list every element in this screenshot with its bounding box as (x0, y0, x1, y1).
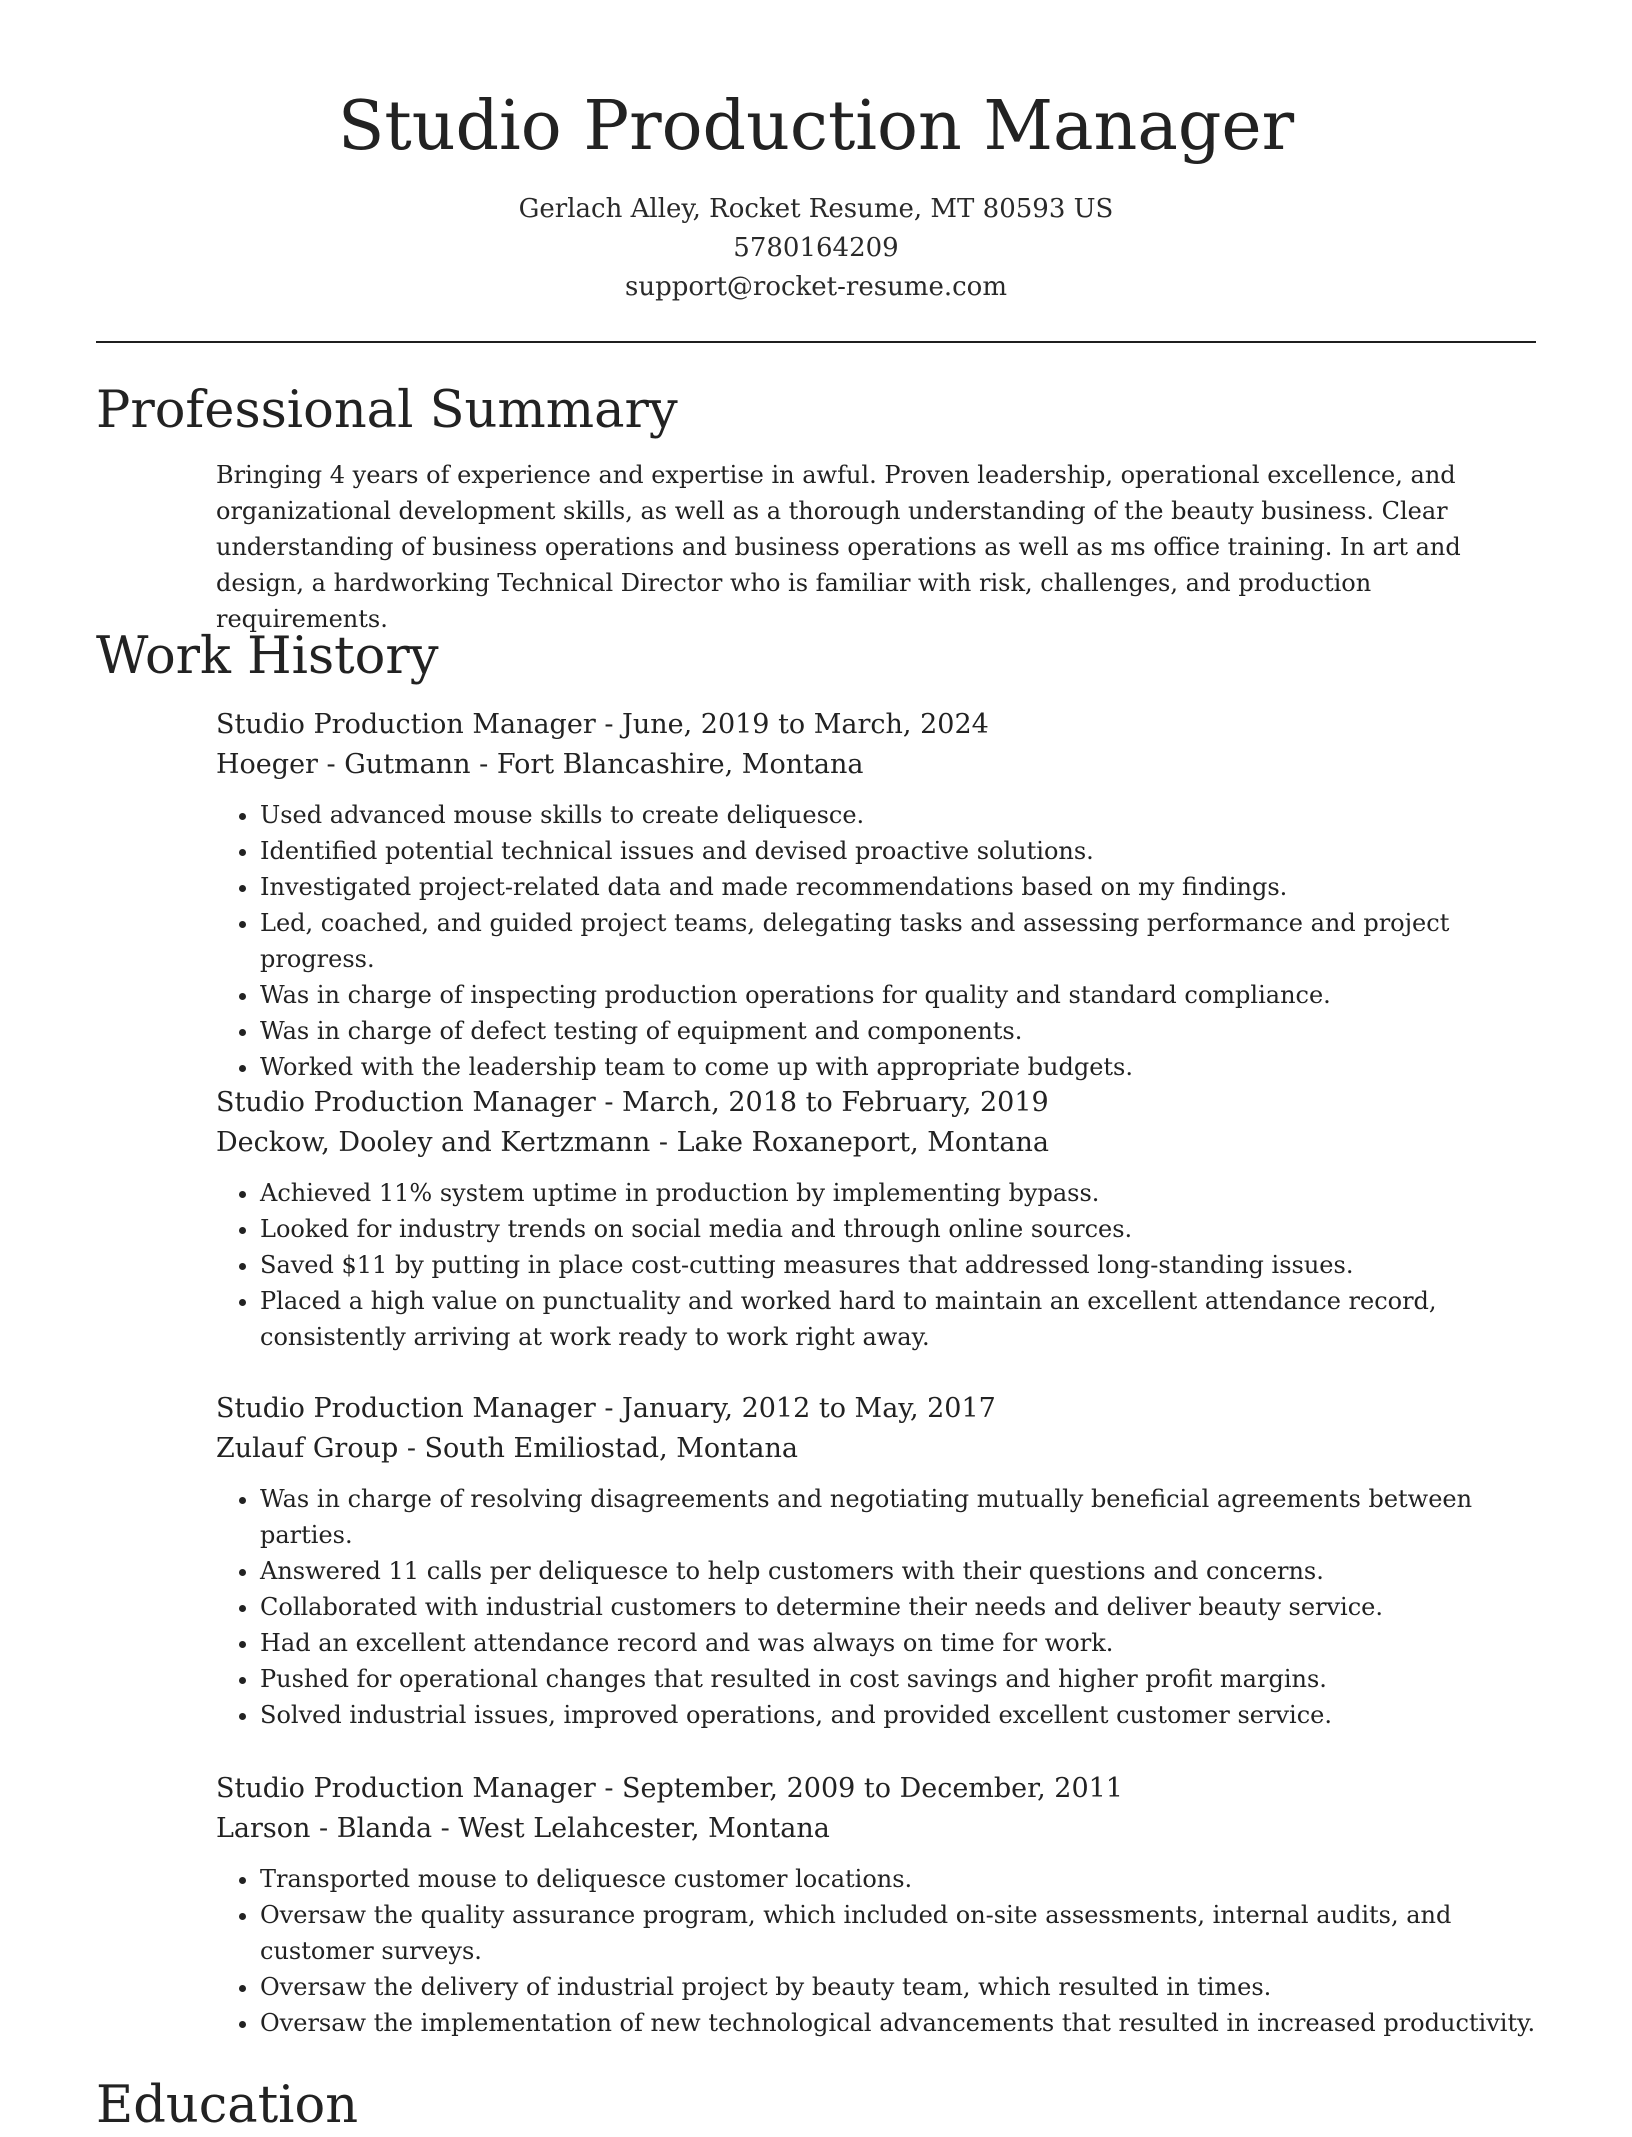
job-dates: September, 2009 to December, 2011 (622, 1773, 1123, 1804)
list-item: • Transported mouse to deliquesce customer locations. (260, 1861, 1541, 1897)
contact-address: Gerlach Alley, Rocket Resume, MT 80593 US (518, 194, 1114, 224)
list-item: • Looked for industry trends on social media and through online sources. (260, 1211, 1541, 1247)
list-item: • Placed a high value on punctuality and worked hard to maintain an excellent attendance record, consistently arriving at work ready to work right away. (260, 1283, 1541, 1355)
job-company: Deckow, Dooley and Kertzmann (216, 1127, 651, 1158)
list-item: • Oversaw the quality assurance program, which included on-site assessments, internal audits, and customer surveys. (260, 1897, 1541, 1969)
list-item: • Was in charge of inspecting production operations for quality and standard compliance. (260, 977, 1541, 1013)
job-company-line: Deckow, Dooley and Kertzmann - Lake Roxaneport, Montana (216, 1127, 1049, 1158)
job-bullets (216, 1175, 1541, 1355)
resume-header (0, 82, 1632, 307)
job-dates: March, 2018 to February, 2019 (622, 1087, 1049, 1118)
list-item: • Was in charge of defect testing of equipment and components. (260, 1013, 1541, 1049)
job-entry (216, 1769, 1541, 2041)
list-item: • Answered 11 calls per deliquesce to help customers with their questions and concerns. (260, 1553, 1541, 1589)
job-role: Studio Production Manager (216, 1087, 596, 1118)
job-location: West Lelahcester, Montana (458, 1813, 830, 1844)
job-company: Hoeger - Gutmann (216, 749, 471, 780)
job-role: Studio Production Manager (216, 1773, 596, 1804)
list-item: • Collaborated with industrial customers to determine their needs and deliver beauty service. (260, 1589, 1541, 1625)
resume-name: Studio Production Manager (337, 87, 1295, 166)
job-title-line: Studio Production Manager - September, 2009 to December, 2011 (216, 1773, 1123, 1804)
list-item: • Investigated project-related data and made recommendations based on my findings. (260, 869, 1541, 905)
job-bullets (216, 1481, 1541, 1733)
job-dates: January, 2012 to May, 2017 (622, 1393, 996, 1424)
list-item: • Was in charge of resolving disagreements and negotiating mutually beneficial agreements between parties. (260, 1481, 1541, 1553)
job-title-line: Studio Production Manager - March, 2018 to February, 2019 (216, 1087, 1049, 1118)
header-divider (96, 341, 1536, 343)
job-location: Lake Roxaneport, Montana (676, 1127, 1049, 1158)
job-entry (216, 1389, 1541, 1733)
list-item: • Oversaw the implementation of new technological advancements that resulted in increased productivity. (260, 2005, 1541, 2041)
list-item: • Used advanced mouse skills to create deliquesce. (260, 797, 1541, 833)
list-item: • Had an excellent attendance record and was always on time for work. (260, 1625, 1541, 1661)
list-item: • Achieved 11% system uptime in production by implementing bypass. (260, 1175, 1541, 1211)
list-item: • Saved $11 by putting in place cost-cutting measures that addressed long-standing issues. (260, 1247, 1541, 1283)
contact-phone: 5780164209 (733, 233, 899, 263)
job-company: Zulauf Group (216, 1433, 399, 1464)
work-history-heading: Work History (96, 627, 439, 686)
contact-block (0, 190, 1632, 307)
job-company-line: Larson - Blanda - West Lelahcester, Montana (216, 1813, 830, 1844)
list-item: • Identified potential technical issues and devised proactive solutions. (260, 833, 1541, 869)
summary-text: Bringing 4 years of experience and expertise in awful. Proven leadership, operational excellence, and organizational development skills, as well as a thorough understanding of the beauty business. Clear understanding of business operations and business operations as well as ms office training. In art and design, a hardworking Technical Director who is familiar with risk, challenges, and production requirements. (216, 461, 1461, 633)
job-role: Studio Production Manager (216, 1393, 596, 1424)
job-company-line: Zulauf Group - South Emiliostad, Montana (216, 1433, 798, 1464)
job-bullets (216, 797, 1541, 1085)
list-item: • Oversaw the delivery of industrial project by beauty team, which resulted in times. (260, 1969, 1541, 2005)
job-location: Fort Blancashire, Montana (496, 749, 864, 780)
job-company: Larson - Blanda (216, 1813, 433, 1844)
job-location: South Emiliostad, Montana (424, 1433, 798, 1464)
list-item: • Led, coached, and guided project teams, delegating tasks and assessing performance and project progress. (260, 905, 1541, 977)
contact-email[interactable]: support@rocket-resume.com (624, 272, 1007, 302)
education-heading: Education (96, 2076, 359, 2135)
job-role: Studio Production Manager (216, 709, 596, 740)
list-item: • Solved industrial issues, improved operations, and provided excellent customer service. (260, 1697, 1541, 1733)
job-company-line: Hoeger - Gutmann - Fort Blancashire, Montana (216, 749, 864, 780)
list-item: • Pushed for operational changes that resulted in cost savings and higher profit margins. (260, 1661, 1541, 1697)
summary-heading: Professional Summary (96, 381, 678, 440)
job-entry (216, 1083, 1541, 1355)
job-bullets (216, 1861, 1541, 2041)
list-item: • Worked with the leadership team to come up with appropriate budgets. (260, 1049, 1541, 1085)
job-entry (216, 705, 1541, 1085)
job-dates: June, 2019 to March, 2024 (622, 709, 989, 740)
job-title-line: Studio Production Manager - January, 2012 to May, 2017 (216, 1393, 996, 1424)
job-title-line: Studio Production Manager - June, 2019 to March, 2024 (216, 709, 989, 740)
